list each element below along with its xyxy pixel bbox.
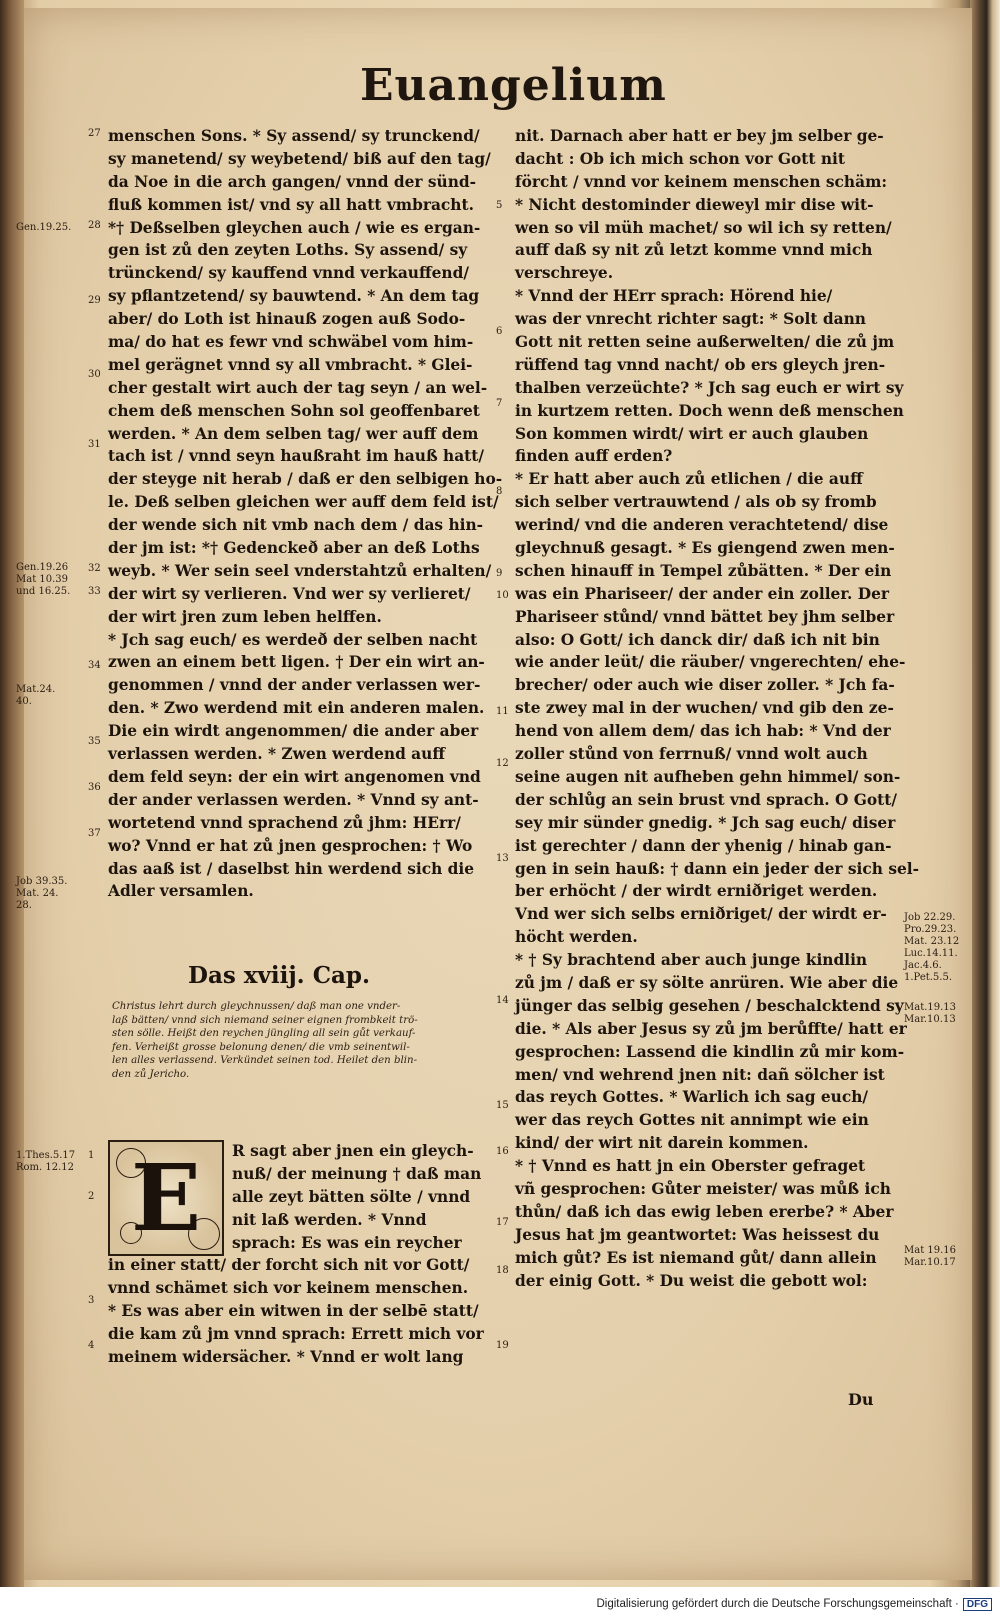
page-fore-edge: [970, 0, 1000, 1587]
verse-number: 12: [496, 758, 509, 769]
text-line: zoller stůnd von ferrnuß/ vnnd wolt auch: [515, 745, 868, 764]
text-line: der jm ist: *† Gedenckeð aber an deß Loths: [108, 539, 480, 558]
text-line: wie ander leüt/ die räuber/ vngerechten/ ehe-: [515, 653, 906, 672]
text-line: der wirt jren zum leben helffen.: [108, 607, 382, 626]
text-line: was ein Phariseer/ der ander ein zoller. Der: [515, 584, 889, 603]
text-line: chem deß menschen Sohn sol geoffenbaret: [108, 401, 480, 420]
text-line: trünckend/ sy kauffend vnnd verkauffend/: [108, 264, 469, 283]
text-line: der wirt sy verlieren. Vnd wer sy verlieret/: [108, 584, 471, 603]
text-line: Adler versamlen.: [108, 882, 254, 901]
chapter-heading: Das xviij. Cap.: [188, 962, 370, 989]
margin-reference: Mat.24. 40.: [16, 684, 56, 707]
verse-number: 10: [496, 590, 509, 601]
summary-line: laß bätten/ vnnd sich niemand seiner eignen frombkeit trö-: [112, 1014, 418, 1026]
verse-number: 27: [88, 128, 101, 139]
catchword: Du: [848, 1390, 874, 1409]
text-line: sy manetend/ sy weybetend/ biß auf den tag/: [108, 149, 491, 168]
text-line: in einer statt/ der forcht sich nit vor Gott/: [108, 1256, 470, 1275]
verse-number: 34: [88, 660, 101, 671]
summary-line: len alles verlassend. Verkündet seinen tod. Heilet den blin-: [112, 1055, 418, 1067]
text-line: nit. Darnach aber hatt er bey jm selber ge-: [515, 127, 884, 145]
summary-line: den zů Jericho.: [112, 1068, 190, 1080]
text-line: * † Vnnd es hatt jn ein Oberster gefraget: [515, 1157, 866, 1176]
text-line: vnnd schämet sich vor keinem menschen.: [108, 1279, 469, 1298]
text-line: thalben verzeüchte? * Jch sag euch er wirt sy: [515, 378, 904, 397]
text-line: ber erhöcht / der wirdt erniðriget werden.: [515, 882, 878, 901]
text-line: brecher/ oder auch wie diser zoller. * Jch fa-: [515, 676, 895, 695]
verse-number: 33: [88, 586, 101, 597]
text-line: finden auff erden?: [515, 447, 673, 466]
text-line: wortetend vnnd sprachend zů jhm: HErr/: [108, 813, 461, 832]
text-line: Die ein wirdt angenommen/ die ander aber: [108, 722, 479, 741]
text-line: gesprochen: Lassend die kindlin zů mir kom-: [515, 1042, 905, 1061]
margin-reference: 1.Thes.5.17 Rom. 12.12: [16, 1150, 76, 1173]
text-line: dacht : Ob ich mich schon vor Gott nit: [515, 149, 845, 168]
verse-number: 3: [88, 1295, 95, 1306]
verse-number: 37: [88, 828, 101, 839]
text-line: der einig Gott. * Du weist die gebott wol:: [515, 1271, 868, 1290]
margin-reference: Mat.19.13 Mar.10.13: [904, 1002, 957, 1025]
verse-number: 7: [496, 398, 503, 409]
verse-number: 2: [88, 1191, 95, 1202]
text-line: vñ gesprochen: Gůter meister/ was můß ich: [515, 1179, 891, 1198]
text-line: jünger das selbig gesehen / beschalcktend sy: [515, 996, 904, 1015]
text-line: Phariseer stůnd/ vnnd bättet bey jhm selber: [515, 607, 895, 626]
margin-reference: Gen.19.26 Mat 10.39 und 16.25.: [16, 562, 71, 597]
text-line: fluß kommen ist/ vnd sy all hatt vmbracht.: [108, 195, 474, 214]
text-line: Vnd wer sich selbs erniðriget/ der wirdt er-: [515, 905, 887, 924]
text-line: werind/ vnd die anderen verachtetend/ dise: [515, 516, 889, 535]
text-line: der steyge nit herab / daß er den selbigen ho-: [108, 470, 503, 489]
text-line: den. * Zwo werdend mit ein anderen malen.: [108, 699, 485, 718]
margin-reference: Job 39.35. Mat. 24. 28.: [16, 876, 68, 911]
text-line: hend von allem dem/ das ich hab: * Vnd der: [515, 722, 891, 741]
text-line: Son kommen wirdt/ wirt er auch glauben: [515, 424, 869, 443]
text-line: förcht / vnnd vor keinem menschen schäm:: [515, 172, 888, 191]
verse-number: 4: [88, 1340, 95, 1351]
text-line: tach ist / vnnd seyn haußraht im hauß hatt/: [108, 447, 485, 466]
text-line: der schlůg an sein brust vnd sprach. O Gott/: [515, 790, 898, 809]
right-column: [515, 125, 920, 1292]
text-line: verschreye.: [515, 264, 614, 283]
text-line: sich selber vertrauwtend / als ob sy fromb: [515, 493, 877, 512]
text-line: kind/ der wirt nit darein kommen.: [515, 1134, 809, 1153]
text-line: * Nicht destominder dieweyl mir dise wit-: [515, 195, 874, 214]
verse-number: 17: [496, 1217, 509, 1228]
summary-line: sten sölle. Heißt den reychen jüngling all sein gůt verkauf-: [112, 1028, 416, 1040]
text-line: auff daß sy nit zů letzt komme vnnd mich: [515, 241, 873, 260]
text-line: seine augen nit aufheben gehn himmel/ son-: [515, 767, 901, 786]
text-line: was der vnrecht richter sagt: * Solt dann: [515, 310, 866, 329]
verse-number: 18: [496, 1265, 509, 1276]
verse-number: 1: [88, 1150, 95, 1161]
margin-reference: Job 22.29. Pro.29.23. Mat. 23.12 Luc.14.11. Jac.4.6. 1.Pet.5.5.: [904, 912, 960, 983]
text-line: zwen an einem bett ligen. † Der ein wirt an-: [108, 653, 485, 672]
verse-number: 16: [496, 1146, 509, 1157]
text-line: sprach: Es was ein reycher: [232, 1233, 462, 1252]
margin-reference: Mat 19.16 Mar.10.17: [904, 1245, 957, 1268]
verse-number: 11: [496, 706, 509, 717]
text-line: sey mir sünder gnedig. * Jch sag euch/ diser: [515, 813, 896, 832]
text-line: thůn/ daß ich das ewig leben ererbe? * Aber: [515, 1202, 894, 1221]
text-line: ste zwey mal in der wuchen/ vnd gib den ze-: [515, 699, 894, 718]
verse-number: 30: [88, 369, 101, 380]
text-line: höcht werden.: [515, 928, 638, 947]
text-line: mich gůt? Es ist niemand gůt/ dann allein: [515, 1248, 877, 1267]
text-line: nit laß werden. * Vnnd: [232, 1210, 427, 1229]
verse-number: 35: [88, 736, 101, 747]
text-line: menschen Sons. * Sy assend/ sy trunckend/: [108, 127, 480, 145]
verse-number: 9: [496, 568, 503, 579]
text-line: die. * Als aber Jesus sy zů jm berůffte/ hatt er: [515, 1019, 907, 1038]
text-line: * Er hatt aber auch zů etlichen / die auff: [515, 470, 863, 489]
verse-number: 32: [88, 563, 101, 574]
text-line: * Es was aber ein witwen in der selbē statt/: [108, 1302, 479, 1321]
text-line: sy pflantzetend/ sy bauwtend. * An dem tag: [108, 287, 480, 306]
text-line: gen in sein hauß: † dann ein jeder der sich sel-: [515, 859, 920, 878]
text-line: le. Deß selben gleichen wer auff dem feld ist/: [108, 493, 499, 512]
text-line: wer das reych Gottes nit annimpt wie ein: [515, 1111, 869, 1130]
funding-notice: Digitalisierung gefördert durch die Deutsche Forschungsgemeinschaft ·: [596, 1598, 959, 1610]
text-line: das aaß ist / daselbst hin werdend sich die: [108, 859, 475, 878]
text-line: rüffend tag vnnd nacht/ ob ers gleych jren-: [515, 355, 886, 374]
dfg-logo: DFG: [963, 1598, 992, 1611]
verse-number: 14: [496, 995, 509, 1006]
text-line: wo? Vnnd er hat zů jnen gesprochen: † Wo: [108, 836, 473, 855]
text-line: cher gestalt wirt auch der tag seyn / an wel-: [108, 378, 488, 397]
text-line: in kurtzem retten. Doch wenn deß menschen: [515, 401, 904, 420]
chapter-summary: [112, 1000, 472, 1082]
verse-number: 28: [88, 220, 101, 231]
text-line: weyb. * Wer sein seel vnderstahtzů erhalten/: [108, 561, 492, 580]
text-line: zů jm / daß er sy sölte anrüren. Wie aber die: [515, 973, 899, 992]
margin-reference: Gen.19.25.: [16, 222, 72, 233]
text-line: die kam zů jm vnnd sprach: Errett mich vor: [108, 1325, 484, 1344]
verse-number: 19: [496, 1340, 509, 1351]
chapter-text: [108, 1140, 488, 1369]
text-line: * Jch sag euch/ es werdeð der selben nacht: [108, 630, 478, 649]
initial-letter: E: [130, 1144, 202, 1252]
text-line: gen ist zů den zeyten Loths. Sy assend/ sy: [108, 241, 468, 260]
text-line: meinem widersächer. * Vnnd er wolt lang: [108, 1348, 464, 1367]
text-line: wen so vil müh machet/ so wil ich sy retten/: [515, 218, 892, 237]
text-line: ist gerechter / dann der yhenig / hinab gan-: [515, 836, 892, 855]
text-line: verlassen werden. * Zwen werdend auff: [108, 745, 445, 764]
text-line: *† Deßselben gleychen auch / wie es ergan-: [108, 218, 481, 237]
text-line: ma/ do hat es fewr vnd schwäbel vom him-: [108, 333, 474, 352]
verse-number: 13: [496, 853, 509, 864]
text-line: men/ vnd wehrend jnen nit: dañ sölcher ist: [515, 1065, 885, 1084]
verse-number: 36: [88, 782, 101, 793]
text-line: * † Sy brachtend aber auch junge kindlin: [515, 951, 868, 970]
text-line: schen hinauff in Tempel zůbätten. * Der ein: [515, 561, 892, 580]
text-line: da Noe in die arch gangen/ vnnd der sünd-: [108, 172, 477, 191]
footer-bar: [0, 1592, 1000, 1611]
text-line: werden. * An dem selben tag/ wer auff dem: [108, 424, 479, 443]
text-line: nuß/ der meinung † daß man: [232, 1164, 482, 1183]
verse-number: 5: [496, 200, 503, 211]
text-line: alle zeyt bätten sölte / vnnd: [232, 1187, 471, 1206]
text-line: R sagt aber jnen ein gleych-: [232, 1142, 474, 1160]
text-line: * Vnnd der HErr sprach: Hörend hie/: [515, 287, 833, 306]
text-line: der ander verlassen werden. * Vnnd sy ant-: [108, 790, 479, 809]
text-line: dem feld seyn: der ein wirt angenomen vnd: [108, 767, 481, 786]
book-binding-edge: [0, 0, 24, 1587]
text-line: genommen / vnnd der ander verlassen wer-: [108, 676, 481, 695]
running-header: Euangelium: [360, 60, 667, 111]
text-line: aber/ do Loth ist hinauß zogen auß Sodo-: [108, 310, 466, 329]
verse-number: 15: [496, 1100, 509, 1111]
verse-number: 29: [88, 295, 101, 306]
verse-number: 8: [496, 486, 503, 497]
summary-line: fen. Verheißt grosse belonung denen/ die vmb seinentwil-: [112, 1041, 410, 1053]
text-line: der wende sich nit vmb nach dem / das hin-: [108, 516, 484, 535]
text-line: mel gerägnet vnnd sy all vmbracht. * Glei-: [108, 355, 473, 374]
verse-number: 6: [496, 326, 503, 337]
text-line: Gott nit retten seine außerwelten/ die zů jm: [515, 333, 895, 352]
summary-line: Christus lehrt durch gleychnussen/ daß man one vnder-: [112, 1001, 401, 1012]
verse-number: 31: [88, 439, 101, 450]
text-line: gleychnuß gesagt. * Es giengend zwen men-: [515, 539, 895, 558]
text-line: also: O Gott/ ich danck dir/ daß ich nit bin: [515, 630, 880, 649]
text-line: Jesus hat jm geantwortet: Was heissest du: [515, 1225, 880, 1244]
text-line: das reych Gottes. * Warlich ich sag euch/: [515, 1088, 869, 1107]
